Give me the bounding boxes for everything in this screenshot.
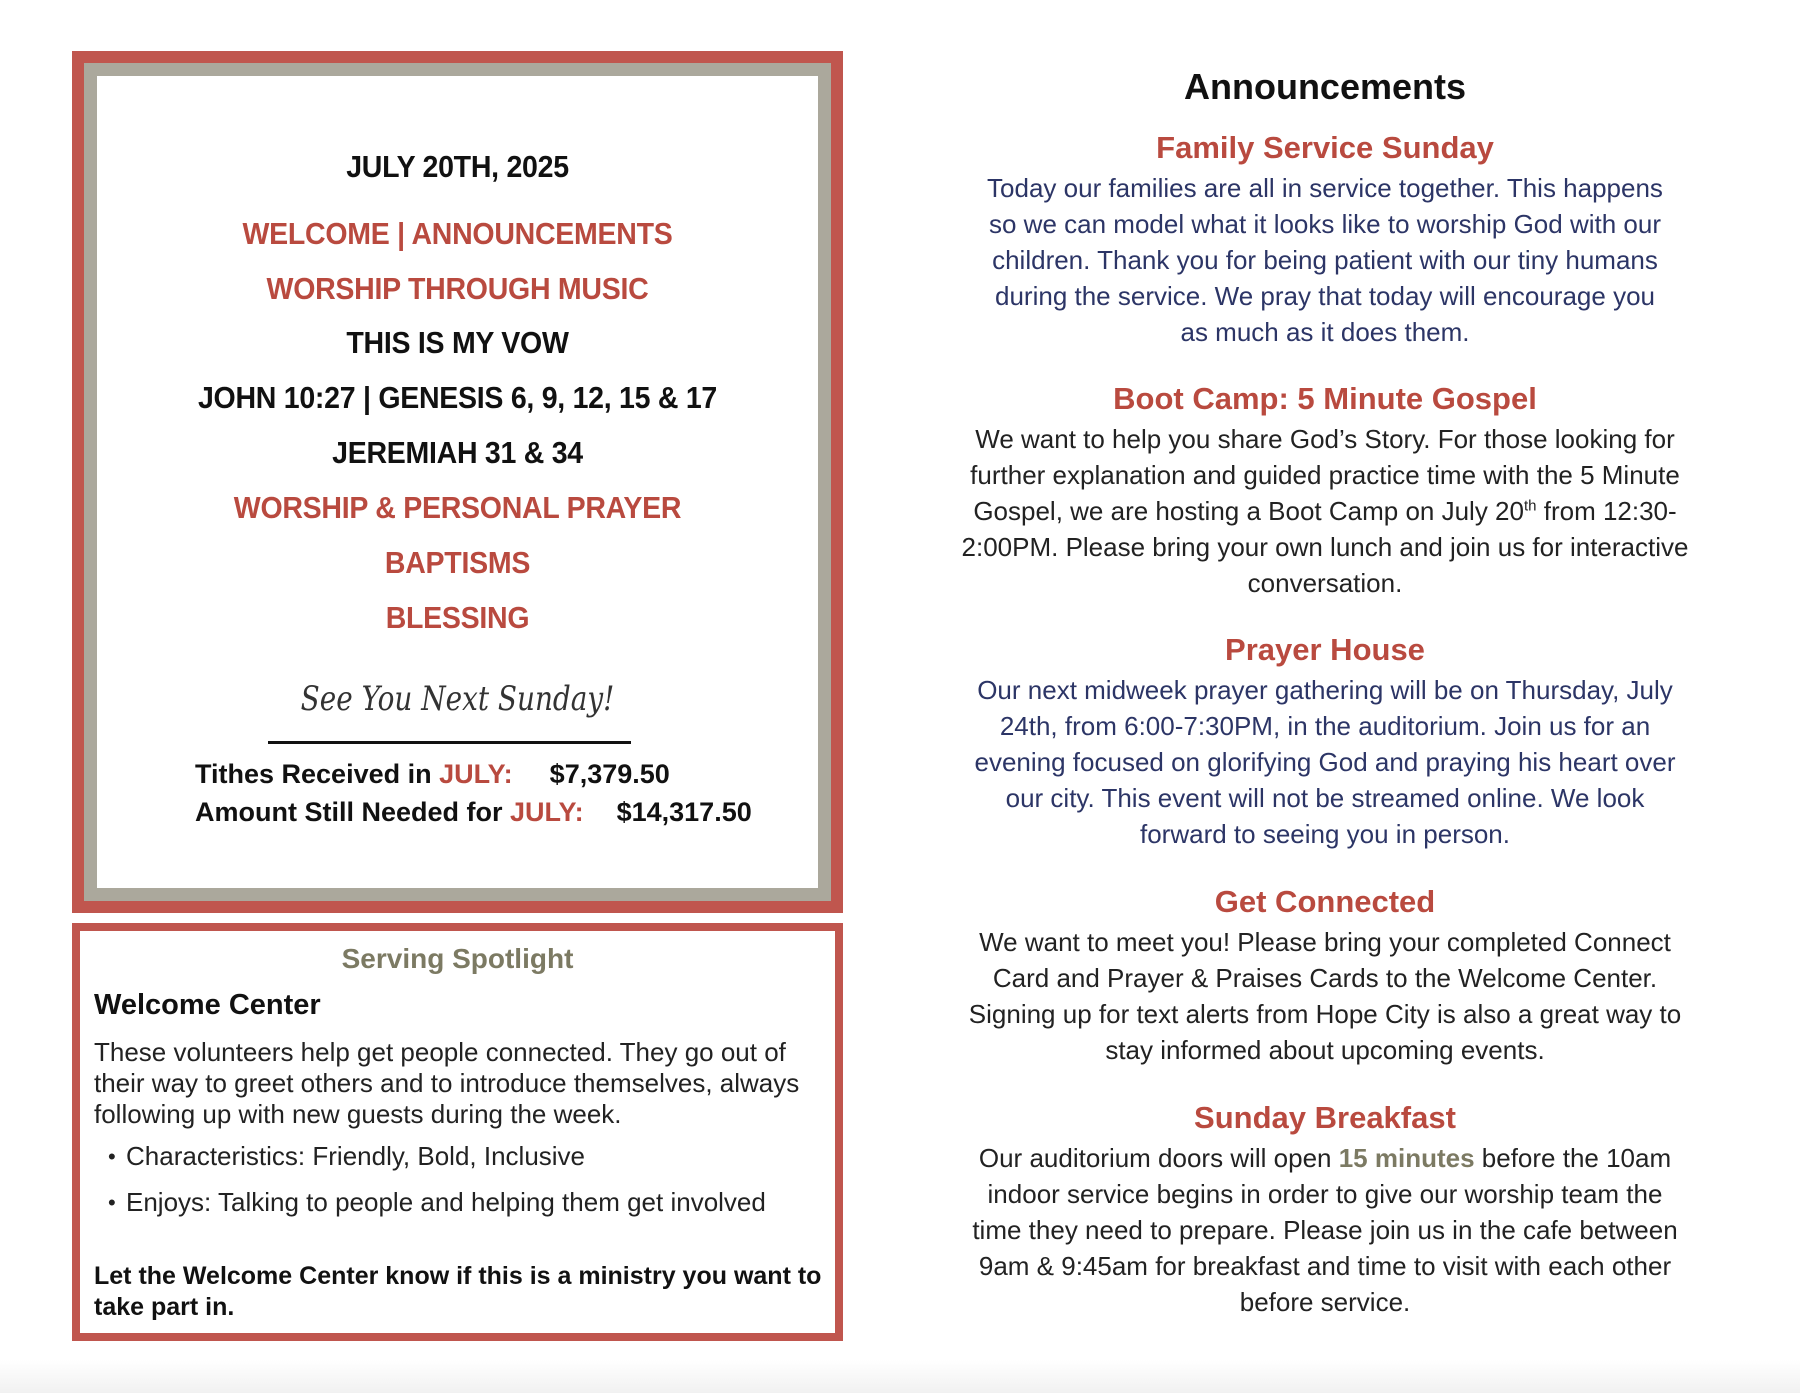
spotlight-list — [94, 1141, 834, 1233]
ordinal-suffix: th — [1523, 497, 1537, 515]
order-item: WORSHIP THROUGH MUSIC — [266, 271, 649, 306]
announcement-prayer-house — [960, 632, 1690, 852]
announcement-body: Our next midweek prayer gathering will be on Thursday, July 24th, from 6:00-7:30PM, in the auditorium. Join us for an evening focused on glorifying God and praying his heart over our city. This event will not be streamed online. We look forward to seeing you in person. — [974, 675, 1676, 849]
order-item: BLESSING — [385, 600, 530, 635]
signoff-underline — [268, 741, 631, 744]
page-bottom-shadow — [0, 1360, 1800, 1393]
announcement-boot-camp — [960, 381, 1690, 601]
announcement-body-part: from 12:30-2:00PM. Please bring your own lunch and join us for interactive conversation. — [961, 496, 1689, 598]
announcement-get-connected — [960, 884, 1690, 1068]
bullet-icon: • — [108, 1144, 116, 1169]
needed-label: Amount Still Needed for — [195, 797, 503, 827]
order-of-service-inner — [84, 63, 831, 901]
list-item — [94, 1187, 834, 1218]
highlight-text: 15 minutes — [1338, 1143, 1475, 1173]
order-item: JOHN 10:27 | GENESIS 6, 9, 12, 15 & 17 — [197, 380, 718, 415]
order-item: WORSHIP & PERSONAL PRAYER — [233, 490, 682, 525]
tithes-amount: $7,379.50 — [549, 759, 670, 789]
announcement-heading: Family Service Sunday — [1156, 130, 1494, 165]
announcement-heading: Sunday Breakfast — [1194, 1100, 1456, 1135]
spotlight-call-to-action: Let the Welcome Center know if this is a ministry you want to take part in. — [94, 1262, 822, 1321]
spotlight-description: These volunteers help get people connected. They go out of their way to greet others and to introduce themselves, always following up with new guests during the week. — [94, 1037, 800, 1129]
order-item: JEREMIAH 31 & 34 — [332, 435, 583, 470]
announcement-body — [960, 421, 1690, 601]
order-of-service-box — [72, 51, 843, 913]
list-item — [94, 1141, 834, 1172]
list-item-text: Enjoys: Talking to people and helping them get involved — [126, 1187, 766, 1217]
amount-needed — [195, 797, 752, 828]
announcement-body — [960, 1140, 1690, 1320]
bullet-icon: • — [108, 1190, 116, 1215]
announcement-heading: Boot Camp: 5 Minute Gospel — [1113, 381, 1537, 416]
announcement-body-part: before the 10am indoor service begins in order to give our worship team the time they need to prepare. Please join us in the cafe between 9am & 9:45am for breakfast and time to visit with each other before service. — [972, 1143, 1678, 1317]
announcement-heading: Get Connected — [1214, 884, 1436, 919]
needed-month: JULY: — [510, 797, 584, 827]
tithes-month: JULY: — [439, 759, 513, 789]
signoff-script: See You Next Sunday! — [300, 679, 615, 719]
order-item: BAPTISMS — [384, 545, 531, 580]
announcement-body-part: We want to help you share God’s Story. For those looking for further explanation and guided practice time with the 5 Minute Gospel, we are hosting a Boot Camp on July 20 — [970, 424, 1680, 526]
announcement-body-part: Our auditorium doors will open — [978, 1143, 1339, 1173]
announcement-sunday-breakfast — [960, 1100, 1690, 1320]
order-item: THIS IS MY VOW — [346, 325, 569, 360]
spotlight-ministry: Welcome Center — [94, 989, 321, 1021]
spotlight-title: Serving Spotlight — [341, 943, 574, 974]
needed-amount: $14,317.50 — [616, 797, 752, 827]
announcements-title: Announcements — [1183, 66, 1467, 107]
announcement-body: Today our families are all in service together. This happens so we can model what it looks like to worship God with our children. Thank you for being patient with our tiny humans during the service. We pray that today will encourage you as much as it does them. — [987, 173, 1663, 347]
announcement-body: We want to meet you! Please bring your completed Connect Card and Prayer & Praises Cards to the Welcome Center. Signing up for text alerts from Hope City is also a great way to stay informed about upcoming events. — [968, 927, 1682, 1065]
order-item: WELCOME | ANNOUNCEMENTS — [242, 216, 673, 251]
tithes-label: Tithes Received in — [195, 759, 432, 789]
serving-spotlight-box — [72, 923, 843, 1341]
service-date: JULY 20TH, 2025 — [346, 149, 569, 184]
announcement-heading: Prayer House — [1225, 632, 1425, 667]
announcement-family-service — [960, 130, 1690, 350]
list-item-text: Characteristics: Friendly, Bold, Inclusive — [126, 1141, 586, 1171]
tithes-received — [195, 759, 670, 790]
